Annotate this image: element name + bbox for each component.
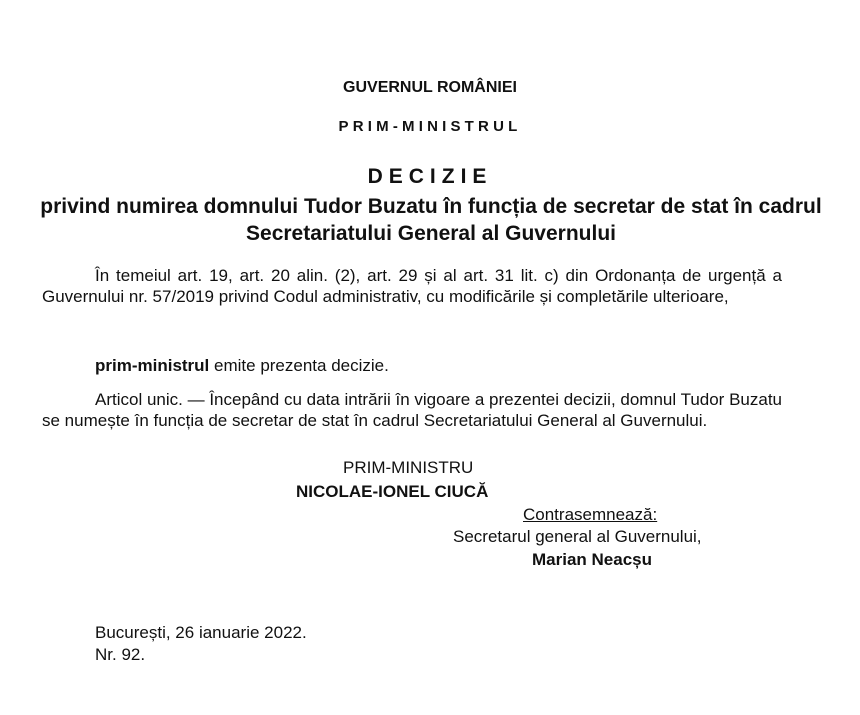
office-heading: PRIM-MINISTRUL (338, 118, 522, 135)
countersign-role: Secretarul general al Guvernului, (453, 527, 702, 546)
government-heading: GUVERNUL ROMÂNIEI (343, 79, 517, 96)
decision-number: Nr. 92. (95, 645, 146, 664)
issuer-bold: prim-ministrul (95, 356, 210, 375)
countersign-label (523, 504, 657, 525)
countersign-label-text: Contrasemnează: (523, 505, 658, 524)
preamble-paragraph: În temeiul art. 19, art. 20 alin. (2), art. 29 și al art. 31 lit. c) din Ordonanța de urgență a Guvernului nr. 57/2019 privind Codul administrativ, cu modificările și completările ulterioare, (42, 266, 782, 306)
place-date: București, 26 ianuarie 2022. (95, 623, 307, 642)
decision-title: privind numirea domnului Tudor Buzatu în funcția de secretar de stat în cadrul Secretariatului General al Guvernului (40, 195, 822, 245)
countersign-name: Marian Neacșu (532, 550, 652, 569)
signature-name: NICOLAE-IONEL CIUCĂ (296, 482, 489, 501)
article-paragraph: Articol unic. — Începând cu data intrării în vigoare a prezentei decizii, domnul Tudor Buzatu se numește în funcția de secretar de stat în cadrul Secretariatului General al Guvernului. (42, 390, 782, 430)
issuer-paragraph (95, 355, 389, 376)
decision-label: DECIZIE (367, 165, 493, 188)
signature-role: PRIM-MINISTRU (343, 458, 474, 477)
issuer-text: emite prezenta decizie. (209, 356, 389, 375)
